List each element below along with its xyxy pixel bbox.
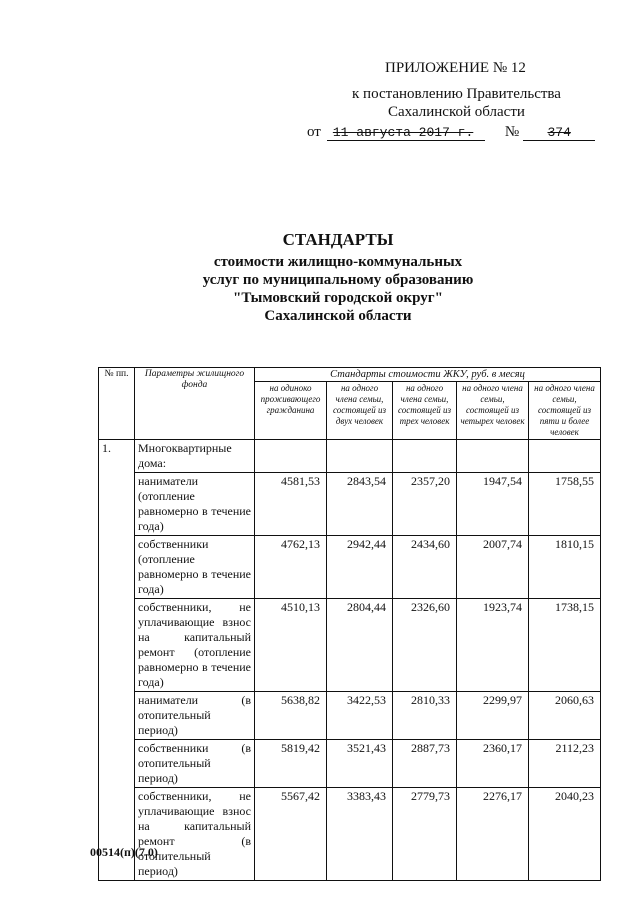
header-number: № пп. xyxy=(99,368,135,440)
parameter-cell: наниматели (в отопительный период) xyxy=(135,692,255,740)
group-label: Многоквартирные дома: xyxy=(135,440,255,473)
value-cell: 2942,44 xyxy=(327,536,393,599)
header-four-persons: на одного члена семьи, состоящей из четырех человек xyxy=(457,382,529,440)
document-title: СТАНДАРТЫ xyxy=(282,230,394,249)
region-reference: Сахалинской области xyxy=(388,104,525,120)
value-cell: 2843,54 xyxy=(327,473,393,536)
value-cell: 2360,17 xyxy=(457,740,529,788)
value-cell: 5819,42 xyxy=(255,740,327,788)
document-code: 00514(п)(7.0) xyxy=(90,845,158,859)
resolution-reference: к постановлению Правительства xyxy=(352,86,561,102)
table-row xyxy=(99,536,601,599)
table-row xyxy=(99,788,601,881)
value-cell: 1810,15 xyxy=(529,536,601,599)
number-label: № xyxy=(504,124,520,140)
table-row xyxy=(99,692,601,740)
date-number-line xyxy=(307,124,595,141)
subtitle-line: стоимости жилищно-коммунальных xyxy=(213,254,463,270)
header-single: на одиноко проживающего гражданина xyxy=(255,382,327,440)
value-cell: 5638,82 xyxy=(255,692,327,740)
appendix-number: ПРИЛОЖЕНИЕ № 12 xyxy=(385,60,526,76)
value-cell: 1758,55 xyxy=(529,473,601,536)
header-standards-group: Стандарты стоимости ЖКУ, руб. в месяц xyxy=(255,368,601,382)
value-cell: 4510,13 xyxy=(255,599,327,692)
parameter-cell: собственники (отопление равномерно в течение года) xyxy=(135,536,255,599)
header-five-persons: на одного члена семьи, состоящей из пяти и более человек xyxy=(529,382,601,440)
value-cell: 2326,60 xyxy=(393,599,457,692)
resolution-date: 11 августа 2017 г. xyxy=(327,125,485,141)
value-cell: 1947,54 xyxy=(457,473,529,536)
resolution-number: 374 xyxy=(523,125,595,141)
table-row xyxy=(99,740,601,788)
value-cell: 1923,74 xyxy=(457,599,529,692)
value-cell: 3521,43 xyxy=(327,740,393,788)
subtitle-line: "Тымовский городской округ" xyxy=(233,290,443,306)
table-row xyxy=(99,599,601,692)
value-cell: 2276,17 xyxy=(457,788,529,881)
value-cell: 2779,73 xyxy=(393,788,457,881)
document-subtitle xyxy=(18,253,640,325)
value-cell: 2060,63 xyxy=(529,692,601,740)
standards-table xyxy=(98,367,601,881)
table-header-row xyxy=(99,368,601,382)
value-cell: 2804,44 xyxy=(327,599,393,692)
value-cell: 3383,43 xyxy=(327,788,393,881)
subtitle-line: Сахалинской области xyxy=(264,308,412,324)
value-cell: 2112,23 xyxy=(529,740,601,788)
row-number: 1. xyxy=(99,440,135,881)
header-two-persons: на одного члена семьи, состоящей из двух человек xyxy=(327,382,393,440)
value-cell: 4581,53 xyxy=(255,473,327,536)
header-three-persons: на одного члена семьи, состоящей из трех человек xyxy=(393,382,457,440)
header-parameters: Параметры жилищного фонда xyxy=(135,368,255,440)
table-row xyxy=(99,473,601,536)
parameter-cell: собственники, не уплачивающие взнос на капитальный ремонт (в отопительный период) xyxy=(135,788,255,881)
value-cell: 2810,33 xyxy=(393,692,457,740)
value-cell: 3422,53 xyxy=(327,692,393,740)
value-cell: 2887,73 xyxy=(393,740,457,788)
subtitle-line: услуг по муниципальному образованию xyxy=(202,272,474,288)
value-cell: 5567,42 xyxy=(255,788,327,881)
parameter-cell: собственники (в отопительный период) xyxy=(135,740,255,788)
value-cell: 2357,20 xyxy=(393,473,457,536)
value-cell: 2434,60 xyxy=(393,536,457,599)
parameter-cell: собственники, не уплачивающие взнос на капитальный ремонт (отопление равномерно в течение года) xyxy=(135,599,255,692)
value-cell: 2007,74 xyxy=(457,536,529,599)
value-cell: 4762,13 xyxy=(255,536,327,599)
value-cell: 2040,23 xyxy=(529,788,601,881)
parameter-cell: наниматели (отопление равномерно в течение года) xyxy=(135,473,255,536)
table-row xyxy=(99,440,601,473)
value-cell: 2299,97 xyxy=(457,692,529,740)
from-label: от xyxy=(307,124,321,140)
value-cell: 1738,15 xyxy=(529,599,601,692)
